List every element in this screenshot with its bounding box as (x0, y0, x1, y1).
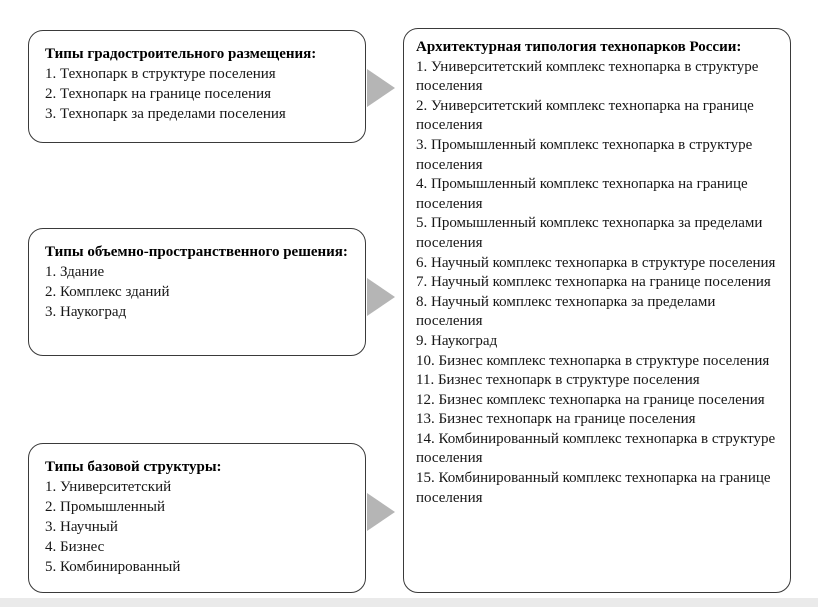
list-item: 10. Бизнес комплекс технопарка в структуре поселения (416, 352, 770, 369)
list-item: 9. Наукоград (416, 332, 498, 349)
list-item: 14. Комбинированный комплекс технопарка в структуре поселения (416, 430, 776, 467)
list-item: 1. Технопарк в структуре поселения (45, 66, 276, 82)
list-item: 8. Научный комплекс технопарка за пределами поселения (416, 293, 716, 330)
list-item: 4. Бизнес (45, 539, 105, 555)
list-item: 2. Промышленный (45, 499, 165, 515)
list-item: 2. Университетский комплекс технопарка на границе поселения (416, 97, 754, 134)
right-arrow-icon (367, 493, 395, 531)
list-item: 15. Комбинированный комплекс технопарка на границе поселения (416, 470, 771, 506)
list-item: 11. Бизнес технопарк в структуре поселения (416, 372, 700, 389)
list-item: 1. Здание (45, 264, 105, 280)
list-item: 5. Промышленный комплекс технопарка за пределами поселения (416, 215, 763, 251)
right-arrow-icon (367, 69, 395, 107)
box-title: Типы объемно-пространственного решения: (45, 244, 348, 260)
list-item: 3. Промышленный комплекс технопарка в структуре поселения (416, 136, 753, 173)
list-item: 3. Научный (45, 519, 118, 535)
scan-edge-strip (0, 598, 818, 607)
list-item: 1. Университетский комплекс технопарка в структуре поселения (416, 58, 759, 95)
list-item: 3. Наукоград (45, 304, 127, 320)
list-item: 1. Университетский (45, 479, 172, 495)
list-item: 12. Бизнес комплекс технопарка на границе поселения (416, 391, 765, 408)
list-item: 13. Бизнес технопарк на границе поселения (416, 411, 696, 428)
list-item: 3. Технопарк за пределами поселения (45, 106, 286, 122)
list-item: 5. Комбинированный (45, 559, 181, 575)
box-spatial-solution-types (28, 228, 366, 356)
box-architectural-typology (403, 28, 791, 593)
box-title: Архитектурная типология технопарков России: (416, 39, 742, 55)
list-item: 7. Научный комплекс технопарка на границе поселения (416, 274, 771, 291)
list-item: 2. Технопарк на границе поселения (45, 86, 272, 102)
list-item: 6. Научный комплекс технопарка в структуре поселения (416, 254, 776, 271)
list-item: 4. Промышленный комплекс технопарка на границе поселения (416, 176, 748, 212)
box-base-structure-types (28, 443, 366, 593)
box-urban-placement-types (28, 30, 366, 143)
box-title: Типы градостроительного размещения: (45, 46, 317, 62)
box-title: Типы базовой структуры: (45, 459, 222, 475)
right-arrow-icon (367, 278, 395, 316)
list-item: 2. Комплекс зданий (45, 284, 170, 300)
